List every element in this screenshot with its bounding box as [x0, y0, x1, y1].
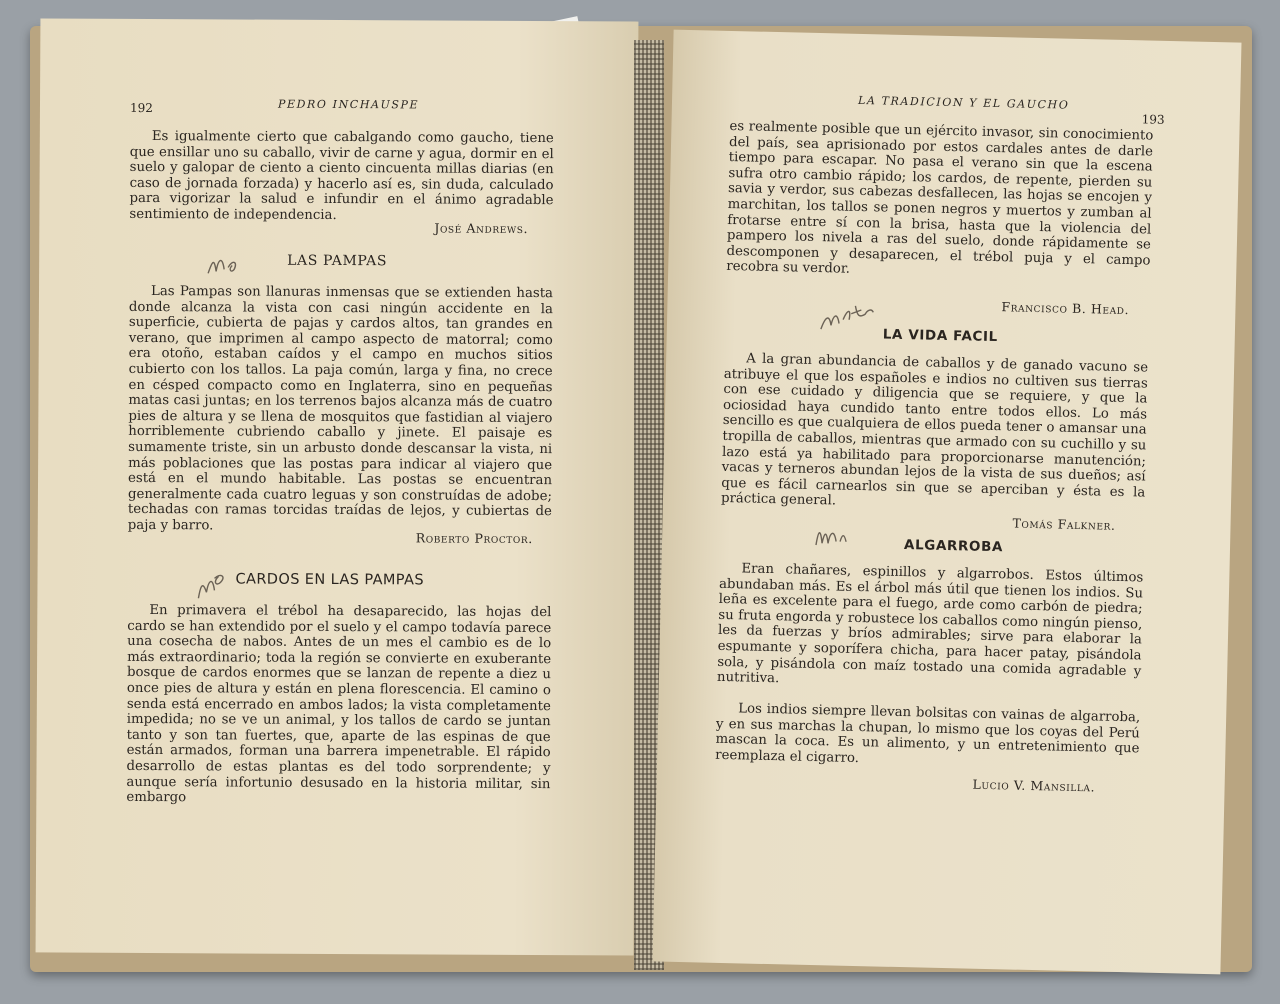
algarroba-text-a: Eran chañares, espinillos y algarrobos. Estos últimos abundaban más. Es el árbol más útil que tienen los indios. Su leña es excelente para el fuego, arde como carbón de piedra; su fruta engorda y robustece los caballos como ningún pienso, les da fuerzas y bríos admirables; sirve para elaborar la espumante y soporífera chicha, para hacer patay, pisándola sola, y pisándola con maíz tostado una comida agradable y nutritiva.: [716, 561, 1144, 687]
intro-paragraph: Es igualmente cierto que cabalgando como gaucho, tiene que ensillar uno su caballo, vivir de carne y agua, dormir en el suelo y galopar de ciento a ciento cincuenta millas diarias (en caso de jornada forzada) y hacerlo así es, sin duda, calculado para vigorizar la salud e infundir en el ánimo agradable sentimiento de independencia.: [129, 129, 554, 223]
continued-text: es realmente posible que un ejército invasor, sin conocimiento del país, sea aprisionado por estos cardales antes de darle tiempo para escapar. No pasa el verano sin que la escena sufra otro cambio rápido; los cardos, de repente, pierden su savia y verdor, sus cabezas desfallecen, las hojas se encojen y marchitan, los tallos se ponen negros y muertos y zumban al frotarse entre sí con la brisa, hasta que la violencia del pampero los nivela a ras del suelo, donde rápidamente se descomponen y desaparecen, el trébol puja y el campo recobra su verdor.: [726, 118, 1154, 278]
section-title-la-vida-facil: LA VIDA FACIL: [882, 326, 998, 346]
la-vida-facil-text: A la gran abundancia de caballos y de ganado vacuno se atribuye el que los españoles e indios no cultiven sus tierras con ese cuidado y diligencia que se requiere, y que la ociosidad haya cundido tanto entre todos ellos. Lo más sencillo es que cualquiera de ellos pueda tener o amansar una tropilla de caballos, mientras que armado con su cuchillo y su lazo está ya habilitado para proporcionarse manutención; vacas y terneros abundan lejos de la vista de sus dueños; así que es fácil carnearlos sin que se aperciban y ésta es la práctica general.: [720, 351, 1149, 509]
page-number-left: 192: [129, 100, 153, 116]
author-francisco-head: Francisco B. Head.: [1001, 299, 1130, 318]
running-head-right: LA TRADICION Y EL GAUCHO: [857, 93, 1070, 112]
page-number-right: 193: [1141, 112, 1165, 127]
section-title-las-pampas: LAS PAMPAS: [287, 252, 388, 270]
author-lucio-mansilla: Lucio V. Mansilla.: [972, 776, 1096, 795]
author-jose-andrews: José Andrews.: [434, 220, 529, 236]
running-head-left: PEDRO INCHAUSPE: [277, 97, 420, 112]
right-page: [653, 30, 1242, 975]
las-pampas-text: Las Pampas son llanuras inmensas que se extienden hasta donde alcanza la vista con casi ningún accidente en la superficie, cubierta de pajas y cardos altos, tan grandes en verano, que imprimen al campo aspecto de matorral; como era otoño, estaban caídos y el campo en muchos sitios cubierto con los tallos. La paja común, larga y fina, no crece en césped compacto como en Inglaterra, sino en pequeñas matas casi juntas; en los terrenos bajos alcanza más de cuatro pies de altura y se llena de mosquitos que fastidian al viajero horriblemente cubriendo caballo y jinete. El paisaje es sumamente triste, sin un arbusto donde descansar la vista, ni más poblaciones que las postas para indicar al viajero que está en el mundo habitable. Las postas se encuentran generalmente cada cuatro leguas y son construídas de adobe; techadas con ramas torcidas traídas de lejos, y cubiertas de paja y barro.: [127, 284, 554, 534]
author-tomas-falkner: Tomás Falkner.: [1012, 515, 1116, 533]
section-title-cardos-en-las-pampas: CARDOS EN LAS PAMPAS: [235, 571, 425, 589]
pencil-mark-icon: [812, 521, 853, 552]
author-roberto-proctor: Roberto Proctor.: [415, 530, 533, 547]
algarroba-text-b: Los indios siempre llevan bolsitas con vainas de algarroba, y en sus marchas la chupan, lo mismo que los coyas del Perú mascan la coca. Es un alimento, y un entretenimiento que reemplaza el cigarro.: [715, 701, 1141, 766]
pencil-mark-icon: [204, 249, 244, 279]
pencil-mark-icon: [817, 295, 878, 336]
section-title-algarroba: ALGARROBA: [903, 537, 1004, 556]
pencil-mark-icon: [192, 564, 232, 602]
left-page: [36, 18, 639, 955]
cardos-text: En primavera el trébol ha desaparecido, las hojas del cardo se han extendido por el suelo y el campo todavía parece una cosecha de nabos. Antes de un mes el cambio es de lo más extraordinario; toda la región se convierte en exuberante bosque de cardos enormes que se lanzan de repente a diez u once pies de altura y están en plena florescencia. El camino o senda está encerrado en ambos lados; la vista completamente impedida; no se ve un animal, y los tallos de cardo se juntan tanto y son tan fuertes, que, aparte de las espinas de que están armados, forman una barrera impenetrable. El rápido desarrollo de estas plantas es del todo sorprendente; y aunque sería infortunio desusado en la historia militar, sin embargo: [126, 603, 552, 806]
